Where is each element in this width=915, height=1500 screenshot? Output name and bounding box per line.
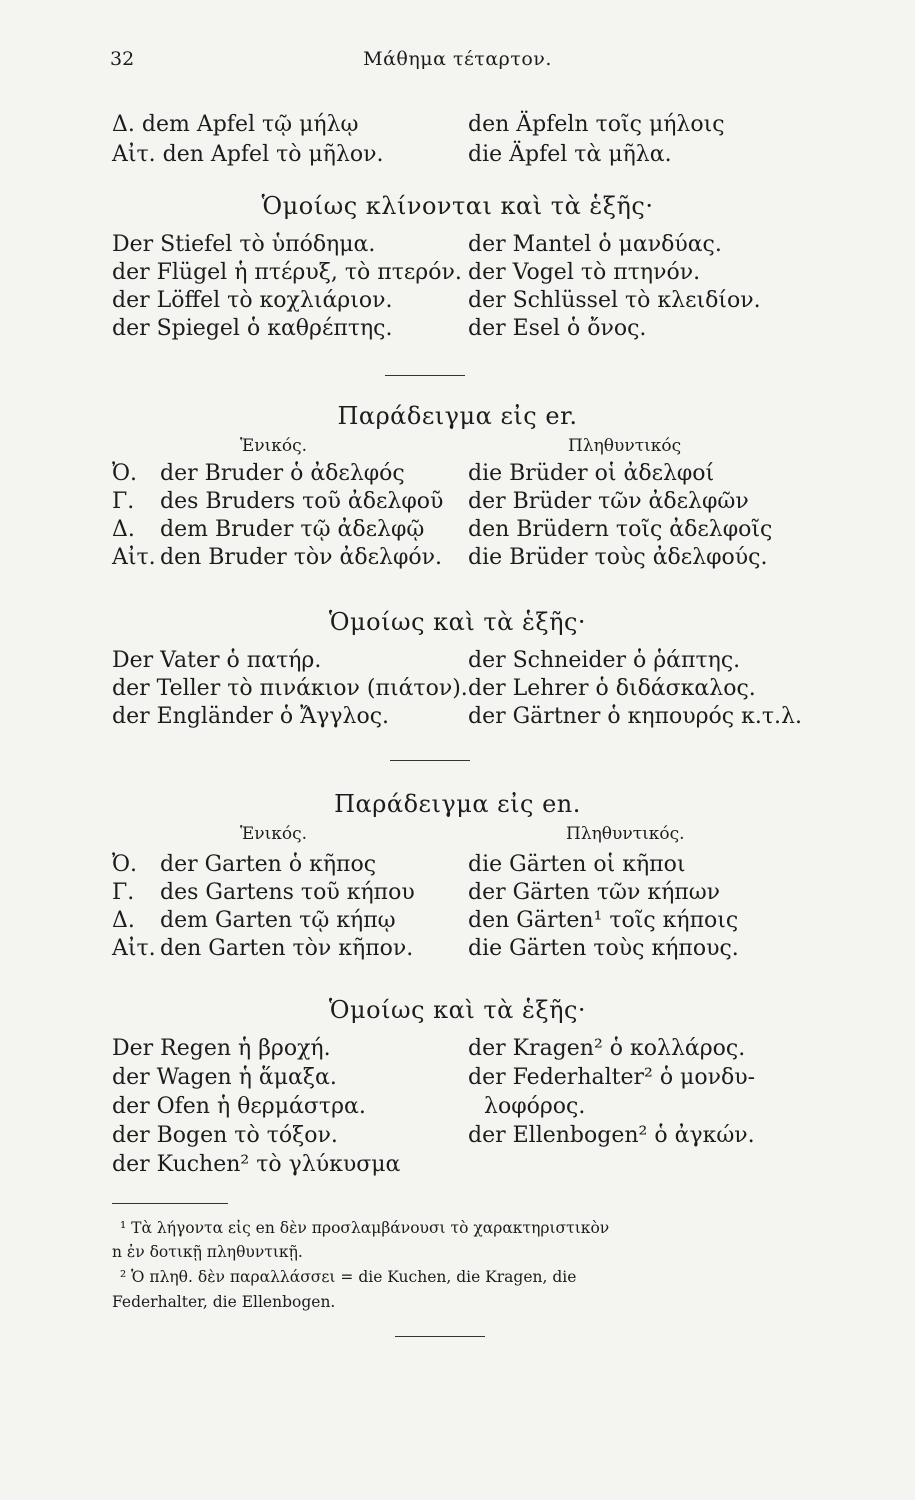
table-row bbox=[112, 545, 812, 579]
plural-form: die Gärten τοὺς κήπους. bbox=[468, 936, 739, 961]
table-row bbox=[112, 936, 812, 970]
row-right: den Äpfeln τοῖς μήλοις bbox=[468, 112, 725, 137]
row-left bbox=[112, 489, 443, 514]
row-left: der Wagen ἡ ἅμαξα. bbox=[112, 1065, 337, 1090]
singular-form: den Garten τὸν κῆπον. bbox=[160, 936, 414, 961]
row-right: der Schneider ὁ ῥάπτης. bbox=[468, 648, 741, 673]
plural-form: die Brüder οἱ ἀδελφοί bbox=[468, 461, 715, 486]
singular-form: des Gartens τοῦ κήπου bbox=[160, 880, 415, 905]
row-left bbox=[112, 936, 413, 961]
plural-form: der Gärten τῶν κήπων bbox=[468, 880, 721, 905]
row-right: der Gärtner ὁ κηπουρός κ.τ.λ. bbox=[468, 704, 802, 729]
row-left: der Kuchen² τὸ γλύκυσμα bbox=[112, 1152, 401, 1177]
footnote: ¹ Τὰ λήγοντα εἰς en δὲν προσλαμβάνουσι τὸ χαρακτηριστικὸν bbox=[120, 1219, 610, 1237]
row-left: Der Stiefel τὸ ὑπόδημα. bbox=[112, 232, 376, 257]
divider bbox=[390, 760, 470, 761]
divider bbox=[395, 1336, 485, 1337]
row-left bbox=[112, 852, 376, 877]
footnote: n ἐν δοτικῇ πληθυντικῇ. bbox=[112, 1243, 303, 1261]
row-left: der Spiegel ὁ καθρέπτης. bbox=[112, 316, 393, 341]
row-right: λοφόρος. bbox=[484, 1094, 586, 1119]
case-label: Αἰτ. bbox=[112, 545, 156, 570]
singular-form: der Bruder ὁ ἀδελφός bbox=[160, 461, 405, 486]
row-left bbox=[112, 545, 442, 570]
row-left bbox=[112, 517, 424, 542]
section-heading: Παράδειγμα εἰς er. bbox=[337, 402, 578, 430]
footnote-rule bbox=[112, 1203, 228, 1204]
section-heading: Παράδειγμα εἰς en. bbox=[334, 790, 581, 818]
plural-form: der Brüder τῶν ἀδελφῶν bbox=[468, 489, 749, 514]
plural-label: Πληθυντικός. bbox=[566, 824, 685, 844]
row-left: der Flügel ἡ πτέρυξ, τὸ πτερόν. bbox=[112, 260, 462, 285]
singular-form: dem Garten τῷ κήπῳ bbox=[160, 908, 396, 933]
singular-label: Ἑνικός. bbox=[240, 824, 308, 844]
table-row bbox=[112, 142, 812, 176]
row-left: der Engländer ὁ Ἄγγλος. bbox=[112, 704, 390, 729]
row-right: der Ellenbogen² ὁ ἀγκών. bbox=[468, 1123, 755, 1148]
plural-form: den Gärten¹ τοῖς κήποις bbox=[468, 908, 739, 933]
plural-form: die Gärten οἱ κῆποι bbox=[468, 852, 686, 877]
singular-form: der Garten ὁ κῆπος bbox=[160, 852, 377, 877]
row-left: Δ. dem Apfel τῷ μήλῳ bbox=[112, 112, 359, 137]
case-label: Ὀ. bbox=[112, 852, 138, 877]
row-right: der Schlüssel τὸ κλειδίον. bbox=[468, 288, 761, 313]
row-left: der Löffel τὸ κοχλιάριον. bbox=[112, 288, 393, 313]
section-heading: Ὁμοίως καὶ τὰ ἑξῆς· bbox=[328, 608, 587, 636]
case-label: Γ. bbox=[112, 489, 135, 514]
running-title: Μάθημα τέταρτον. bbox=[363, 48, 552, 70]
row-right: die Äpfel τὰ μῆλα. bbox=[468, 142, 672, 167]
divider bbox=[385, 375, 465, 376]
table-row bbox=[112, 1152, 812, 1186]
row-right: der Kragen² ὁ κολλάρος. bbox=[468, 1036, 746, 1061]
row-left: der Bogen τὸ τόξον. bbox=[112, 1123, 338, 1148]
singular-label: Ἑνικός. bbox=[240, 436, 308, 456]
table-row bbox=[112, 112, 812, 146]
row-right: der Federhalter² ὁ μονδυ- bbox=[468, 1065, 756, 1090]
row-left: Der Vater ὁ πατήρ. bbox=[112, 648, 322, 673]
section-heading: Ὁμοίως κλίνονται καὶ τὰ ἑξῆς· bbox=[261, 192, 654, 220]
singular-form: den Bruder τὸν ἀδελφόν. bbox=[160, 545, 442, 570]
case-label: Γ. bbox=[112, 880, 135, 905]
row-right: der Mantel ὁ μανδύας. bbox=[468, 232, 722, 257]
case-label: Δ. bbox=[112, 908, 135, 933]
singular-form: dem Bruder τῷ ἀδελφῷ bbox=[160, 517, 425, 542]
page-header bbox=[0, 48, 915, 78]
row-right: der Lehrer ὁ διδάσκαλος. bbox=[468, 676, 756, 701]
row-left: der Teller τὸ πινάκιον (πιάτον). bbox=[112, 676, 468, 701]
case-label: Ὀ. bbox=[112, 461, 138, 486]
row-left: Der Regen ἡ βροχή. bbox=[112, 1036, 331, 1061]
table-row bbox=[112, 704, 812, 738]
singular-form: des Bruders τοῦ ἀδελφοῦ bbox=[160, 489, 444, 514]
section-heading: Ὁμοίως καὶ τὰ ἑξῆς· bbox=[328, 996, 587, 1024]
row-right: der Esel ὁ ὄνος. bbox=[468, 316, 647, 341]
plural-label: Πληθυντικός bbox=[568, 436, 682, 456]
row-left bbox=[112, 880, 415, 905]
row-left bbox=[112, 908, 396, 933]
plural-form: den Brüdern τοῖς ἀδελφοῖς bbox=[468, 517, 773, 542]
footnote: Federhalter, die Ellenbogen. bbox=[112, 1293, 336, 1311]
row-right: der Vogel τὸ πτηνόν. bbox=[468, 260, 701, 285]
case-label: Δ. bbox=[112, 517, 135, 542]
row-left: Αἰτ. den Apfel τὸ μῆλον. bbox=[112, 142, 384, 167]
row-left bbox=[112, 461, 405, 486]
case-label: Αἰτ. bbox=[112, 936, 156, 961]
table-row bbox=[112, 316, 812, 350]
footnote: ² Ὁ πληθ. δὲν παραλλάσσει = die Kuchen, die Kragen, die bbox=[120, 1268, 577, 1286]
plural-form: die Brüder τοὺς ἀδελφούς. bbox=[468, 545, 768, 570]
page-number: 32 bbox=[110, 48, 135, 70]
row-left: der Ofen ἡ θερμάστρα. bbox=[112, 1094, 366, 1119]
